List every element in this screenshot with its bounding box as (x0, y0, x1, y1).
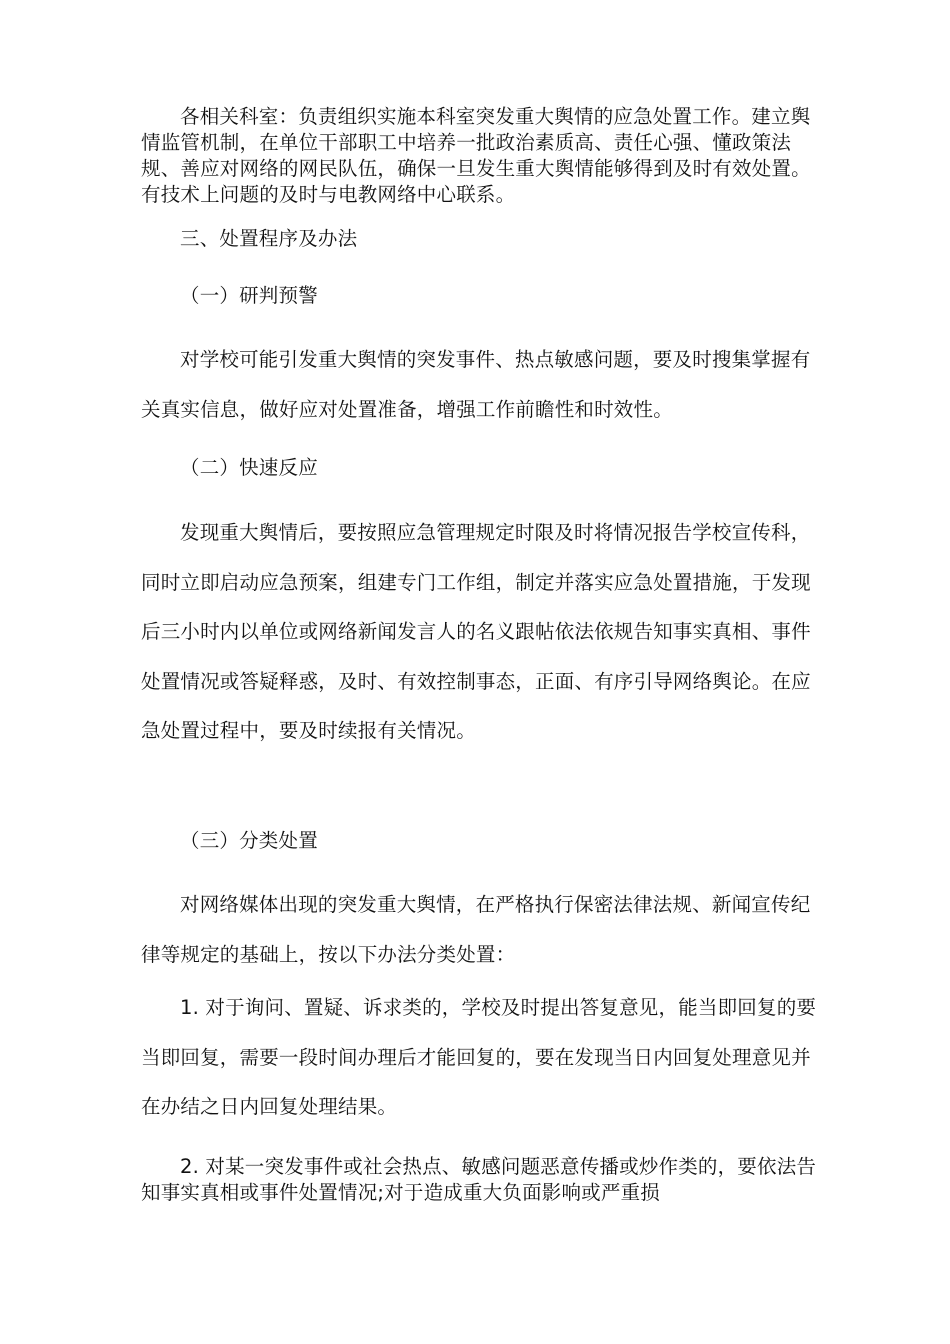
paragraph-warning: 对学校可能引发重大舆情的突发事件、热点敏感问题，要及时搜集掌握有关真实信息，做好应对处置准备，增强工作前瞻性和时效性。 (141, 348, 811, 421)
list-item-1: 1. 对于询问、置疑、诉求类的，学校及时提出答复意见，能当即回复的要当即回复，需要一段时间办理后才能回复的，要在发现当日内回复处理意见并在办结之日内回复处理结果。 (141, 996, 817, 1118)
subheading-warning: （一）研判预警 (180, 284, 318, 307)
paragraph-response: 发现重大舆情后，要按照应急管理规定时限及时将情况报告学校宣传科，同时立即启动应急预案，组建专门工作组，制定并落实应急处置措施，于发现后三小时内以单位或网络新闻发言人的名义跟帖依法依规告知事实真相、事件处置情况或答疑释惑，及时、有效控制事态，正面、有序引导网络舆论。在应急处置过程中，要及时续报有关情况。 (141, 521, 811, 742)
paragraph-classification: 对网络媒体出现的突发重大舆情，在严格执行保密法律法规、新闻宣传纪律等规定的基础上，按以下办法分类处置： (141, 893, 811, 966)
section-heading-procedures: 三、处置程序及办法 (180, 227, 358, 250)
list-item-2: 2. 对某一突发事件或社会热点、敏感问题恶意传播或炒作类的，要依法告知事实真相或事件处置情况;对于造成重大负面影响或严重损 (141, 1155, 817, 1204)
subheading-response: （二）快速反应 (180, 456, 318, 479)
paragraph-departments: 各相关科室：负责组织实施本科室突发重大舆情的应急处置工作。建立舆情监管机制，在单位干部职工中培养一批政治素质高、责任心强、懂政策法规、善应对网络的网民队伍，确保一旦发生重大舆情能够得到及时有效处置。有技术上问题的及时与电教网络中心联系。 (141, 105, 811, 206)
subheading-classification: （三）分类处置 (180, 829, 318, 852)
